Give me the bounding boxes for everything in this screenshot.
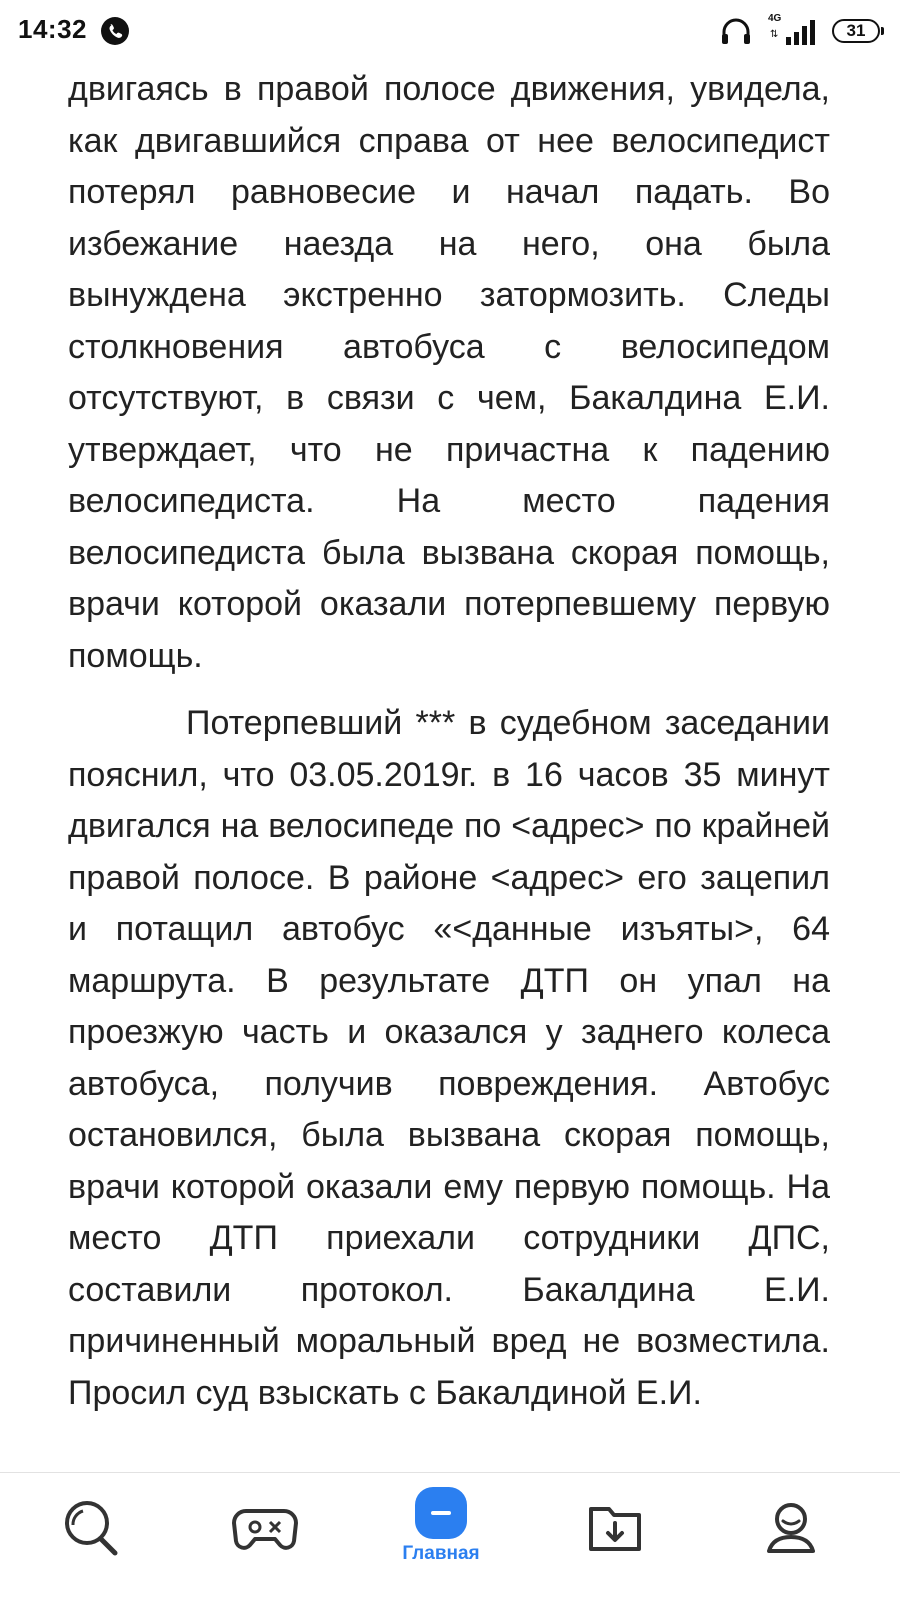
gamepad-icon [230,1495,300,1559]
network-label: 4G [768,13,782,24]
battery-icon [832,19,880,43]
paragraph: двигаясь в правой полосе движения, увидела, как двигавшийся справа от нее велосипедист потерял равновесие и начал падать. Во избежание наезда на него, она была вынуждена экстренно затормозить. Следы столкновения автобуса с велосипедом отсутствуют, в связи с чем, Бакалдина Е.И. утверждает, что не причастна к падению велосипедиста. На место падения велосипедиста была вызвана скорая помощь, врачи которой оказали потерпевшему первую помощь. [68,70,830,675]
nav-home-label: Главная [402,1543,480,1564]
data-arrows-icon: ⇅ [770,29,779,40]
signal-icon [766,15,818,47]
profile-icon [759,1495,823,1559]
nav-search[interactable] [26,1473,156,1601]
nav-games[interactable] [200,1473,330,1601]
phone-icon [100,16,130,46]
nav-home[interactable] [376,1473,506,1601]
status-time: 14:32 [18,14,87,44]
status-icons [720,14,880,48]
nav-downloads[interactable] [550,1473,680,1601]
document-body [68,64,830,1464]
home-icon [415,1487,467,1539]
nav-profile[interactable] [726,1473,856,1601]
download-folder-icon [583,1495,647,1559]
status-bar [0,0,900,64]
bottom-nav [0,1472,900,1601]
headphones-icon [720,16,752,46]
battery-level: 31 [846,21,866,40]
paragraph: Потерпевший *** в судебном заседании пояснил, что 03.05.2019г. в 16 часов 35 минут двигался на велосипеде по <адрес> по крайней правой полосе. В районе <адрес> его зацепил и потащил автобус «<данные изъяты>, 64 маршрута. В результате ДТП он упал на проезжую часть и оказался у заднего колеса автобуса, получив повреждения. Автобус остановился, была вызвана скорая помощь, врачи которой оказали ему первую помощь. На место ДТП приехали сотрудники ДПС, составили протокол. Бакалдина Е.И. причиненный моральный вред не возместила. Просил суд взыскать с Бакалдиной Е.И. [68,704,830,1412]
search-icon [59,1495,123,1559]
